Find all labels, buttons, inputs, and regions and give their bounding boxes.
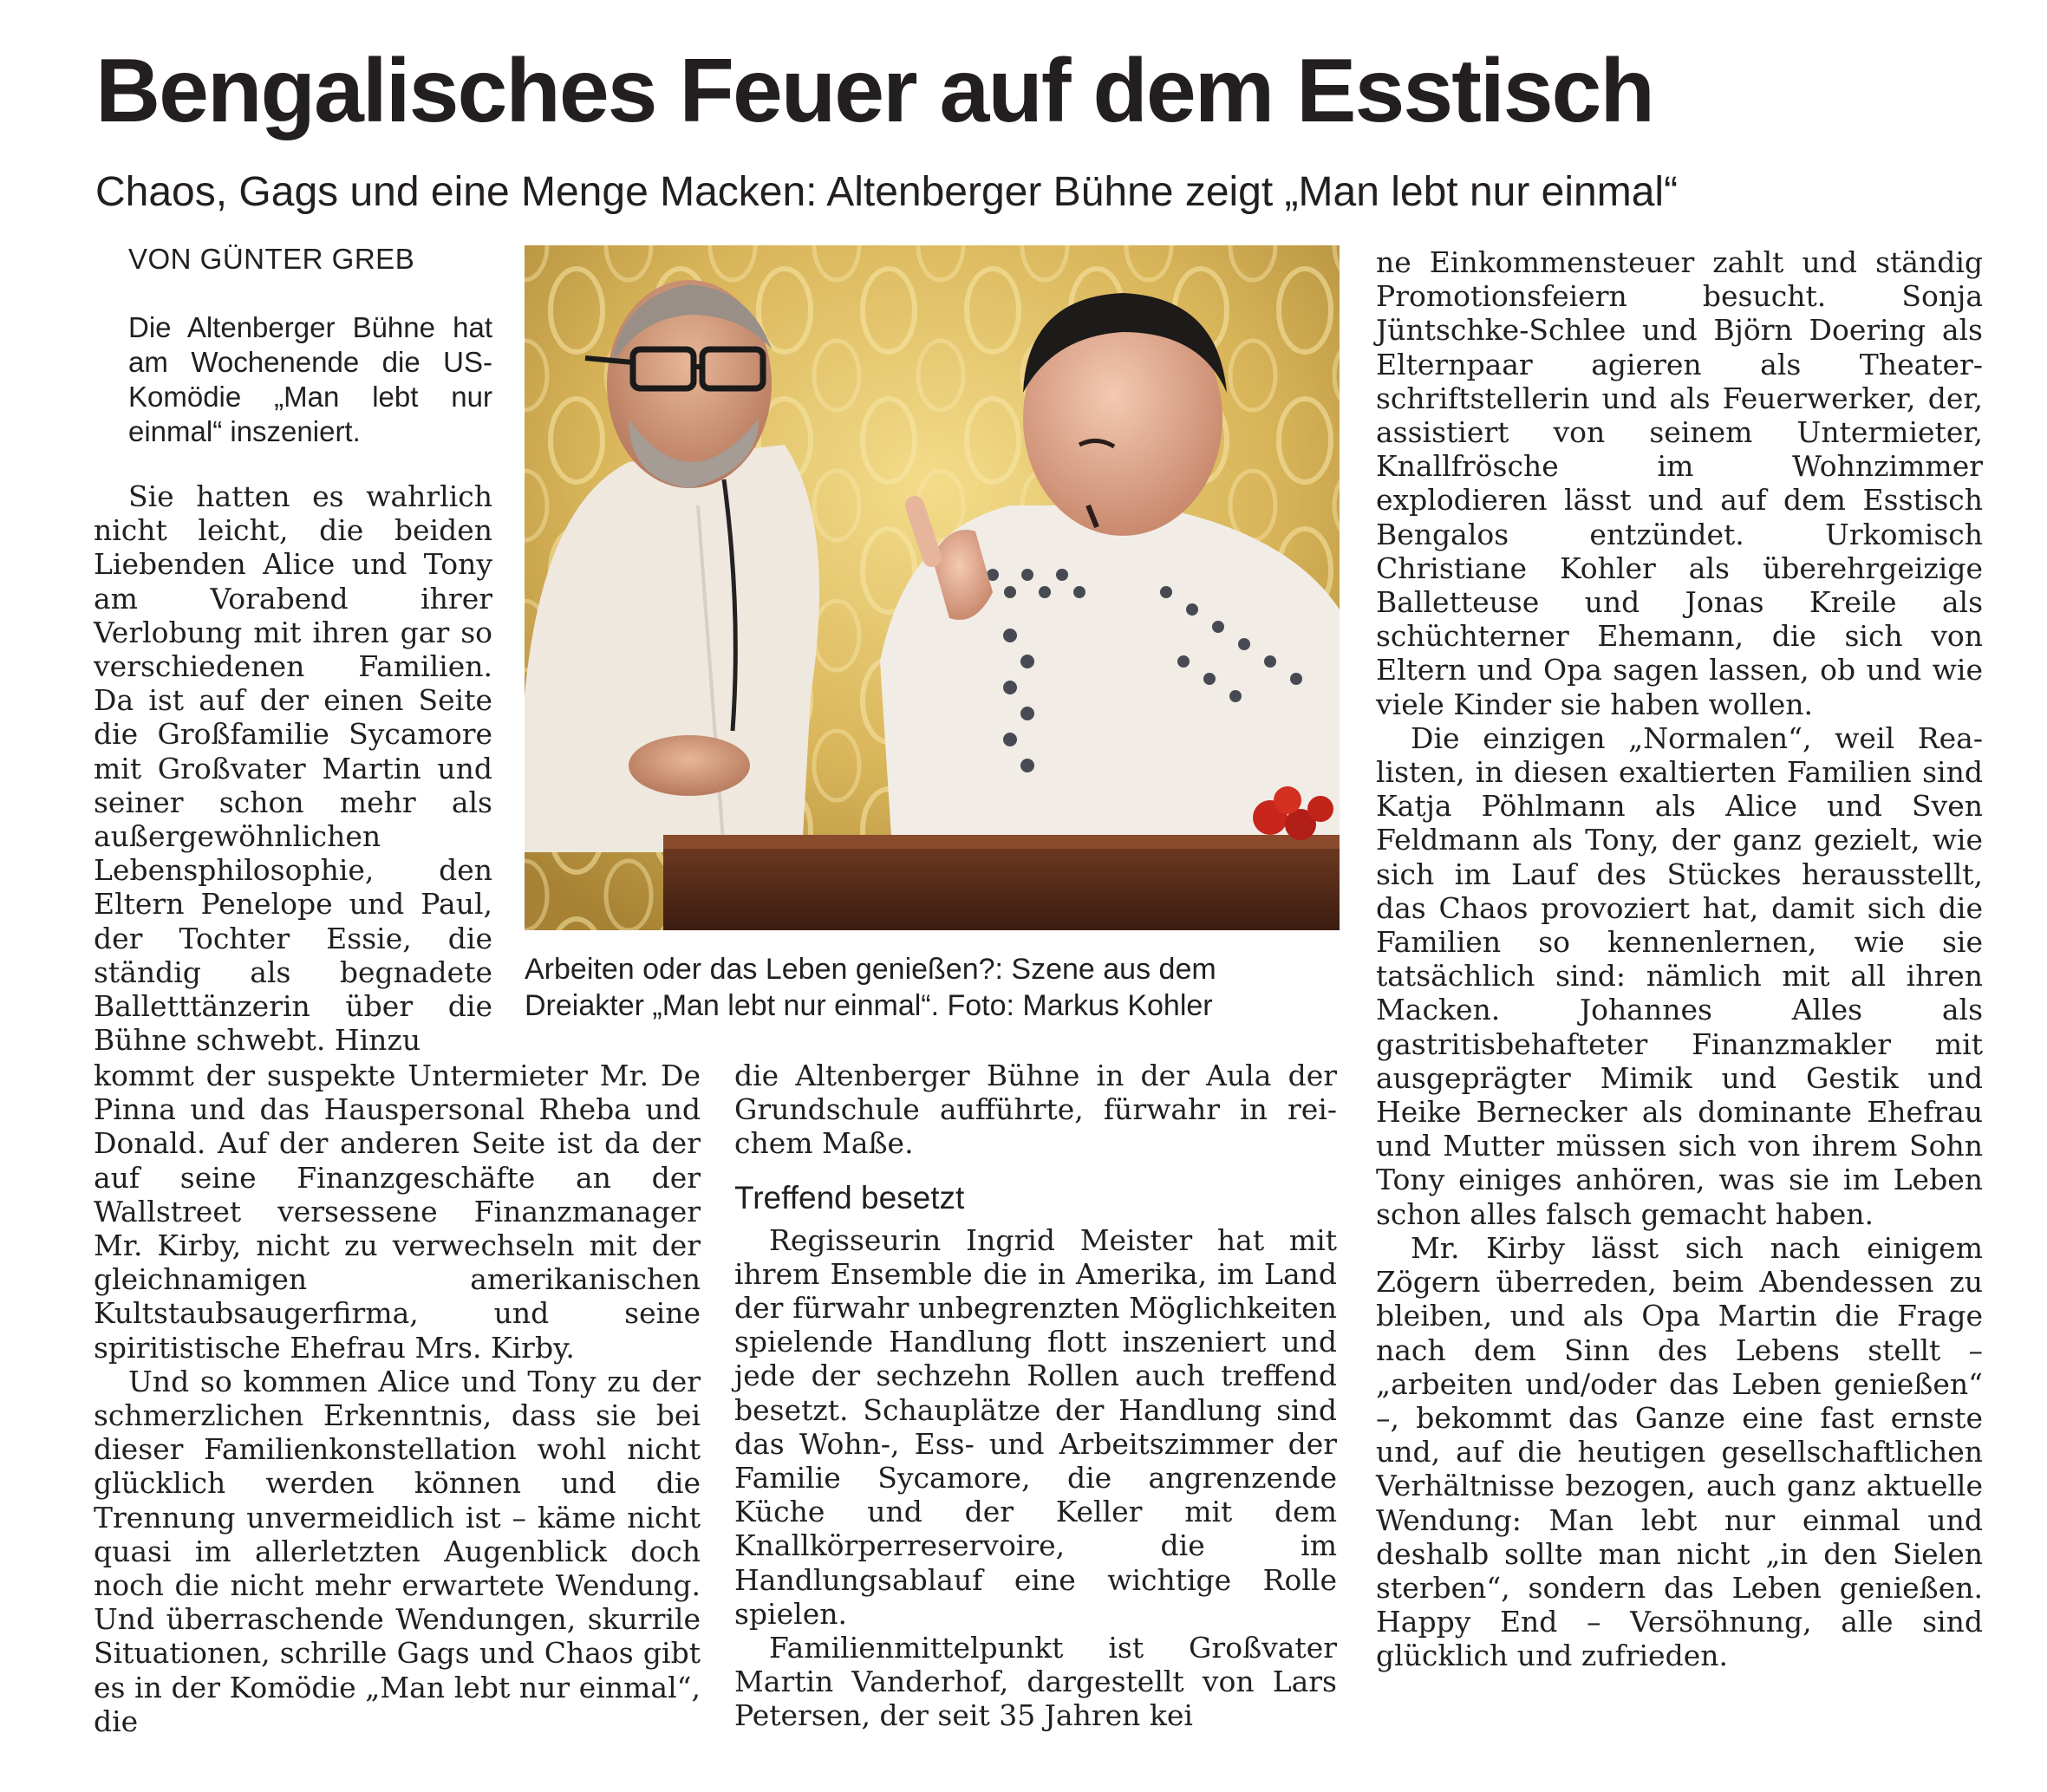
- body-paragraph: Regisseurin Ingrid Meister hat mit ihrem Ensemble die in Amerika, im Land der fürwahr unbegrenzten Möglichkeiten spielende Handlung flott inszeniert und jede der sechzehn Rollen auch treffend besetzt. Schauplätze der Handlung sind das Wohn-, Ess- und Arbeitszimmer der Familie Sycamore, die angrenzende Küche und der Keller mit dem Knallkörperreservoire, die im Handlungsablauf eine wichtige Rolle spielen.: [734, 1222, 1337, 1631]
- body-paragraph: ne Einkommensteuer zahlt und ständig Promotionsfeiern besucht. Sonja Jüntschke-Schlee und Björn Doering als Elternpaar agieren als Theaterschriftstellerin und als Feuerwerker, der, assistiert von seinem Untermieter, Knallfrösche im Wohnzimmer explodieren lässt und auf dem Esstisch Bengalos entzündet. Urkomisch Christiane Kohler als überehrgeizige Balletteuse und Jonas Kreile als schüchterner Ehemann, die sich von Eltern und Opa sagen lassen, ob und wie viele Kinder sie haben wollen.: [1376, 245, 1983, 721]
- column-3: [1376, 245, 1983, 1673]
- headline: Bengalisches Feuer auf dem Esstisch: [95, 41, 1653, 141]
- stage-scene-image: [525, 245, 1340, 930]
- section-subhead: Treffend besetzt: [734, 1179, 965, 1215]
- column-1-narrow: [94, 479, 492, 1057]
- article-photo: [525, 245, 1340, 930]
- body-paragraph: Familienmittelpunkt ist Großvater Martin Vanderhof, dargestellt von Lars Petersen, der seit 35 Jahren kei: [734, 1631, 1337, 1733]
- subtitle: Chaos, Gags und eine Menge Macken: Altenberger Bühne zeigt „Man lebt nur einmal“: [95, 169, 1679, 215]
- photo-caption: [525, 951, 1344, 1024]
- body-paragraph: Mr. Kirby lässt sich nach einigem Zögern überreden, beim Abendessen zu bleiben, und als Opa Martin die Frage nach dem Sinn des Lebens stellt – „arbeiten und/oder das Leben genießen“ –, bekommt das Ganze eine fast ernste und, auf die heutigen gesellschaftlichen Verhältnisse bezogen, auch ganz aktuelle Wendung: Man lebt nur einmal und deshalb sollte man nicht „in den Sielen sterben“, sondern das Leben genießen. Happy End – Versöhnung, alle sind glücklich und zufrieden.: [1376, 1230, 1983, 1673]
- body-paragraph: die Altenberger Bühne in der Aula der Grundschule aufführte, fürwahr in reichem Maße.: [734, 1059, 1337, 1161]
- byline: VON GÜNTER GREB: [128, 243, 415, 275]
- column-1-wide: [94, 1059, 701, 1738]
- body-paragraph: kommt der suspekte Untermieter Mr. De Pinna und das Hauspersonal Rheba und Donald. Auf der anderen Seite ist da der auf seine Finanzgeschäfte an der Wallstreet versessene Finanzmanager Mr. Kirby, nicht zu verwechseln mit der gleichnamigen amerikanischen Kultstaubsaugerfirma, und seine spiritistische Ehefrau Mrs. Kirby.: [94, 1059, 701, 1365]
- photo-caption-line-2: Dreiakter „Man lebt nur einmal“. Foto: Markus Kohler: [525, 989, 1213, 1022]
- photo-caption-line-1: Arbeiten oder das Leben genießen?: Szene aus dem: [525, 953, 1216, 986]
- body-paragraph: Die einzigen „Normalen“, weil Realisten, in diesen exaltierten Familien sind Katja Pöhlmann als Alice und Sven Feldmann als Tony, der ganz gezielt, wie sich im Lauf des Stückes herausstellt, das Chaos provoziert hat, damit sich die Familien so kennenlernen, wie sie tatsächlich sind: nämlich mit all ihren Macken. Johannes Alles als gastritisbehafteter Finanzmakler mit ausgeprägter Mimik und Gestik und Heike Bernecker als dominante Ehefrau und Mutter müssen sich von ihrem Sohn Tony einiges anhören, was sie im Leben schon alles falsch gemacht haben.: [1376, 720, 1983, 1231]
- column-2: [734, 1059, 1337, 1733]
- lead-paragraph: Die Altenberger Bühne hat am Wochenende die US-Komödie „Man lebt nur einmal“ inszeniert.: [128, 311, 492, 447]
- body-paragraph: Und so kommen Alice und Tony zu der schmerzlichen Erkenntnis, dass sie bei dieser Familienkonstellation wohl nicht glücklich werden können und die Trennung unvermeidlich ist – käme nicht quasi im allerletzten Augenblick doch noch die nicht mehr erwartete Wendung. Und überraschende Wendungen, skurrile Situationen, schrille Gags und Chaos gibt es in der Komödie „Man lebt nur einmal“, die: [94, 1364, 701, 1738]
- body-paragraph: Sie hatten es wahrlich nicht leicht, die beiden Liebenden Alice und Tony am Vorabend ihrer Verlobung mit ihren gar so verschiedenen Familien. Da ist auf der einen Seite die Großfamilie Sycamore mit Großvater Martin und seiner schon mehr als außergewöhnlichen Lebensphilosophie, den Eltern Penelope und Paul, der Tochter Essie, die ständig als begnadete Balletttänzerin über die Bühne schwebt. Hinzu: [94, 479, 492, 1058]
